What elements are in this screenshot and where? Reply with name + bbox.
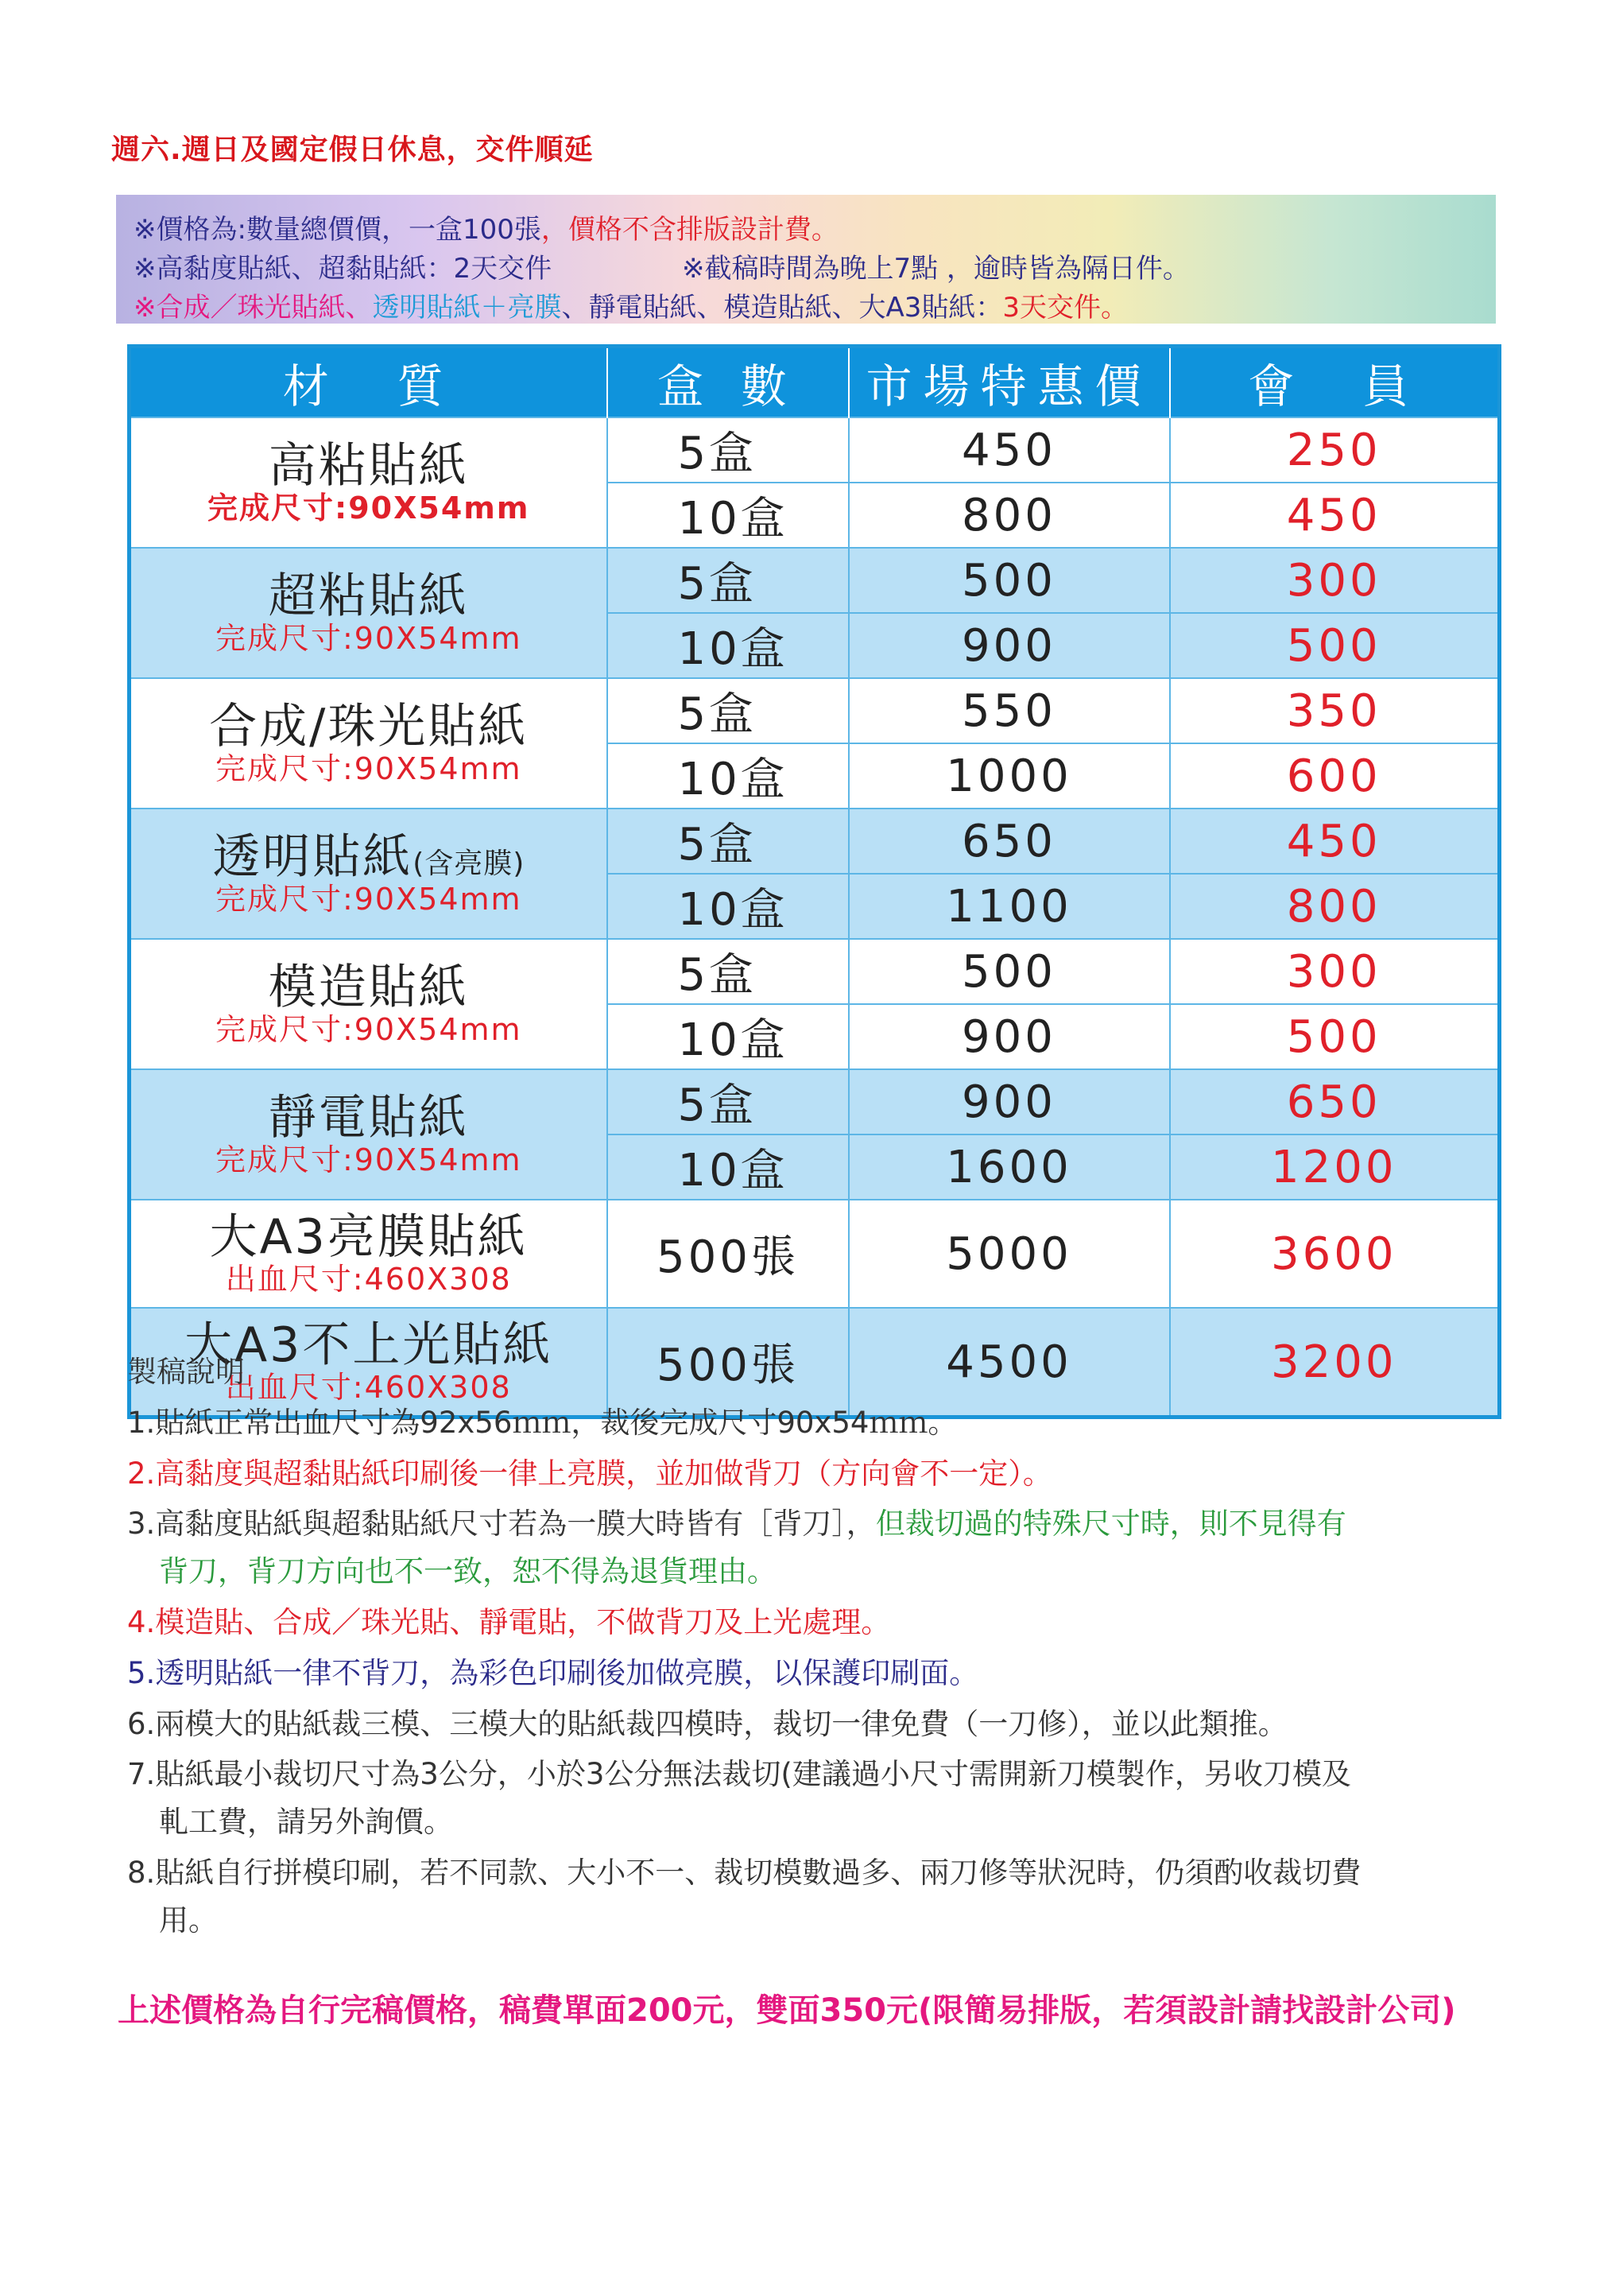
material-size: 出血尺寸:460X308 [225, 1262, 512, 1297]
market-price-cell: 1100 [849, 874, 1170, 939]
market-price-cell: 650 [849, 809, 1170, 874]
market-price-cell: 500 [849, 548, 1170, 613]
note-5: 5.透明貼紙一律不背刀，為彩色印刷後加做亮膜，以保護印刷面。 [127, 1655, 979, 1690]
member-price-cell: 450 [1170, 483, 1500, 548]
note-7-continued: 軋工費，請另外詢價。 [159, 1805, 453, 1840]
quantity-cell: 5盒 [607, 1069, 849, 1134]
table-row [130, 678, 1500, 743]
material-note: (含亮膜) [413, 847, 525, 880]
header-market-price: 市場特惠價 [849, 347, 1170, 418]
quantity-cell: 10盒 [607, 1004, 849, 1069]
market-price-cell: 550 [849, 678, 1170, 743]
three-day-delivery-note: 3天交件。 [1002, 292, 1129, 324]
member-price-cell: 600 [1170, 743, 1500, 809]
material-name [131, 829, 606, 885]
holiday-notice: 週六.週日及國定假日休息，交件順延 [111, 134, 594, 166]
market-price-cell: 5000 [849, 1200, 1170, 1308]
member-price-cell: 3600 [1170, 1200, 1500, 1308]
notes-title: 製稿說明 [127, 1355, 245, 1389]
header-member-price: 會 員 [1170, 347, 1500, 418]
material-cell [130, 548, 607, 678]
note-3-part-b: 但裁切過的特殊尺寸時，則不見得有 [875, 1507, 1346, 1542]
table-row [130, 417, 1500, 483]
material-cell [130, 1200, 607, 1308]
material-name: 超粘貼紙 [268, 568, 469, 624]
material-name: 大A3亮膜貼紙 [209, 1209, 528, 1265]
two-day-delivery-note: ※高黏度貼紙、超黏貼紙：2天交件 [134, 253, 552, 285]
quantity-cell: 10盒 [607, 483, 849, 548]
note-6: 6.兩模大的貼紙裁三模、三模大的貼紙裁四模時，裁切一律免費（一刀修），並以此類推。 [127, 1706, 1288, 1741]
material-name-text: 透明貼紙 [212, 829, 413, 885]
member-price-cell: 3200 [1170, 1308, 1500, 1418]
table-row [130, 939, 1500, 1004]
banner-line-2 [134, 250, 1496, 289]
material-size: 完成尺寸:90X54mm [215, 751, 522, 786]
header-boxes: 盒 數 [607, 347, 849, 418]
quantity-cell: 10盒 [607, 1134, 849, 1200]
table-header-row [130, 347, 1500, 418]
material-size: 出血尺寸:460X308 [225, 1370, 512, 1405]
market-price-cell: 450 [849, 417, 1170, 483]
market-price-cell: 800 [849, 483, 1170, 548]
note-1: 1.貼紙正常出血尺寸為92x56ｍｍ，裁後完成尺寸90x54ｍｍ。 [127, 1405, 958, 1440]
banner-line-1 [134, 211, 1496, 250]
market-price-cell: 900 [849, 1004, 1170, 1069]
table-row [130, 809, 1500, 874]
note-3 [127, 1503, 1518, 1545]
price-note: ※價格為:數量總價價，一盒100張 [134, 214, 541, 246]
cutoff-time-note: ※截稿時間為晚上7點 ，逾時皆為隔日件。 [682, 253, 1190, 285]
market-price-cell: 900 [849, 613, 1170, 678]
price-table [127, 344, 1501, 1419]
quantity-cell: 10盒 [607, 743, 849, 809]
quantity-cell: 5盒 [607, 417, 849, 483]
note-4: 4.模造貼、合成／珠光貼、靜電貼，不做背刀及上光處理。 [127, 1604, 891, 1639]
design-fee-footer: 上述價格為自行完稿價格，稿費單面200元，雙面350元(限簡易排版，若須設計請找設計公司) [118, 1992, 1456, 2029]
quantity-cell: 5盒 [607, 548, 849, 613]
material-name: 模造貼紙 [268, 960, 469, 1015]
member-price-cell: 300 [1170, 548, 1500, 613]
table-row [130, 1069, 1500, 1134]
note-3-continued: 背刀，背刀方向也不一致，恕不得為退貨理由。 [159, 1554, 777, 1589]
member-price-cell: 1200 [1170, 1134, 1500, 1200]
quantity-cell: 5盒 [607, 939, 849, 1004]
material-size: 完成尺寸:90X54mm [215, 1142, 522, 1177]
quantity-cell: 10盒 [607, 613, 849, 678]
member-price-cell: 300 [1170, 939, 1500, 1004]
material-cell [130, 417, 607, 548]
member-price-cell: 500 [1170, 1004, 1500, 1069]
material-cell [130, 678, 607, 809]
market-price-cell: 500 [849, 939, 1170, 1004]
material-cell [130, 939, 607, 1069]
header-material: 材 質 [130, 347, 607, 418]
banner-line-3 [134, 289, 1496, 328]
note-8: 8.貼紙自行拼模印刷，若不同款、大小不一、裁切模數過多、兩刀修等狀況時，仍須酌收裁切費 [127, 1855, 1362, 1890]
member-price-cell: 450 [1170, 809, 1500, 874]
synthetic-note: ※合成／珠光貼紙、 [134, 292, 373, 324]
quantity-cell: 5盒 [607, 809, 849, 874]
quantity-cell: 5盒 [607, 678, 849, 743]
member-price-cell: 350 [1170, 678, 1500, 743]
member-price-cell: 650 [1170, 1069, 1500, 1134]
other-stickers-note: 、靜電貼紙、模造貼紙、大A3貼紙： [561, 292, 1003, 324]
note-8-continued: 用。 [159, 1902, 218, 1937]
material-size: 完成尺寸:90X54mm [215, 1012, 522, 1047]
material-name: 靜電貼紙 [268, 1090, 469, 1146]
market-price-cell: 1000 [849, 743, 1170, 809]
production-notes [127, 1352, 1518, 1951]
material-name: 高粘貼紙 [268, 438, 469, 494]
member-price-cell: 500 [1170, 613, 1500, 678]
design-fee-note: ，價格不含排版設計費。 [540, 214, 839, 246]
material-name: 大A3不上光貼紙 [184, 1317, 553, 1373]
note-3-part-a: 3.高黏度貼紙與超黏貼紙尺寸若為一膜大時皆有［背刀］， [127, 1507, 876, 1542]
material-size: 完成尺寸:90X54mm [215, 882, 522, 917]
note-2: 2.高黏度與超黏貼紙印刷後一律上亮膜，並加做背刀（方向會不一定）。 [127, 1456, 1052, 1491]
market-price-cell: 1600 [849, 1134, 1170, 1200]
market-price-cell: 4500 [849, 1308, 1170, 1418]
material-size: 完成尺寸:90X54mm [215, 621, 522, 656]
quantity-cell: 500張 [607, 1308, 849, 1418]
member-price-cell: 800 [1170, 874, 1500, 939]
material-name: 合成/珠光貼紙 [209, 699, 529, 754]
quantity-cell: 500張 [607, 1200, 849, 1308]
material-size: 完成尺寸:90X54mm [207, 491, 530, 526]
market-price-cell: 900 [849, 1069, 1170, 1134]
table-row [130, 548, 1500, 613]
member-price-cell: 250 [1170, 417, 1500, 483]
transparent-note: 透明貼紙＋亮膜 [372, 292, 562, 324]
table-row [130, 1200, 1500, 1308]
pricing-info-banner [116, 195, 1496, 324]
note-7: 7.貼紙最小裁切尺寸為3公分，小於3公分無法裁切(建議過小尺寸需開新刀模製作，另收刀模及 [127, 1757, 1351, 1792]
material-cell [130, 809, 607, 939]
quantity-cell: 10盒 [607, 874, 849, 939]
material-cell [130, 1069, 607, 1200]
